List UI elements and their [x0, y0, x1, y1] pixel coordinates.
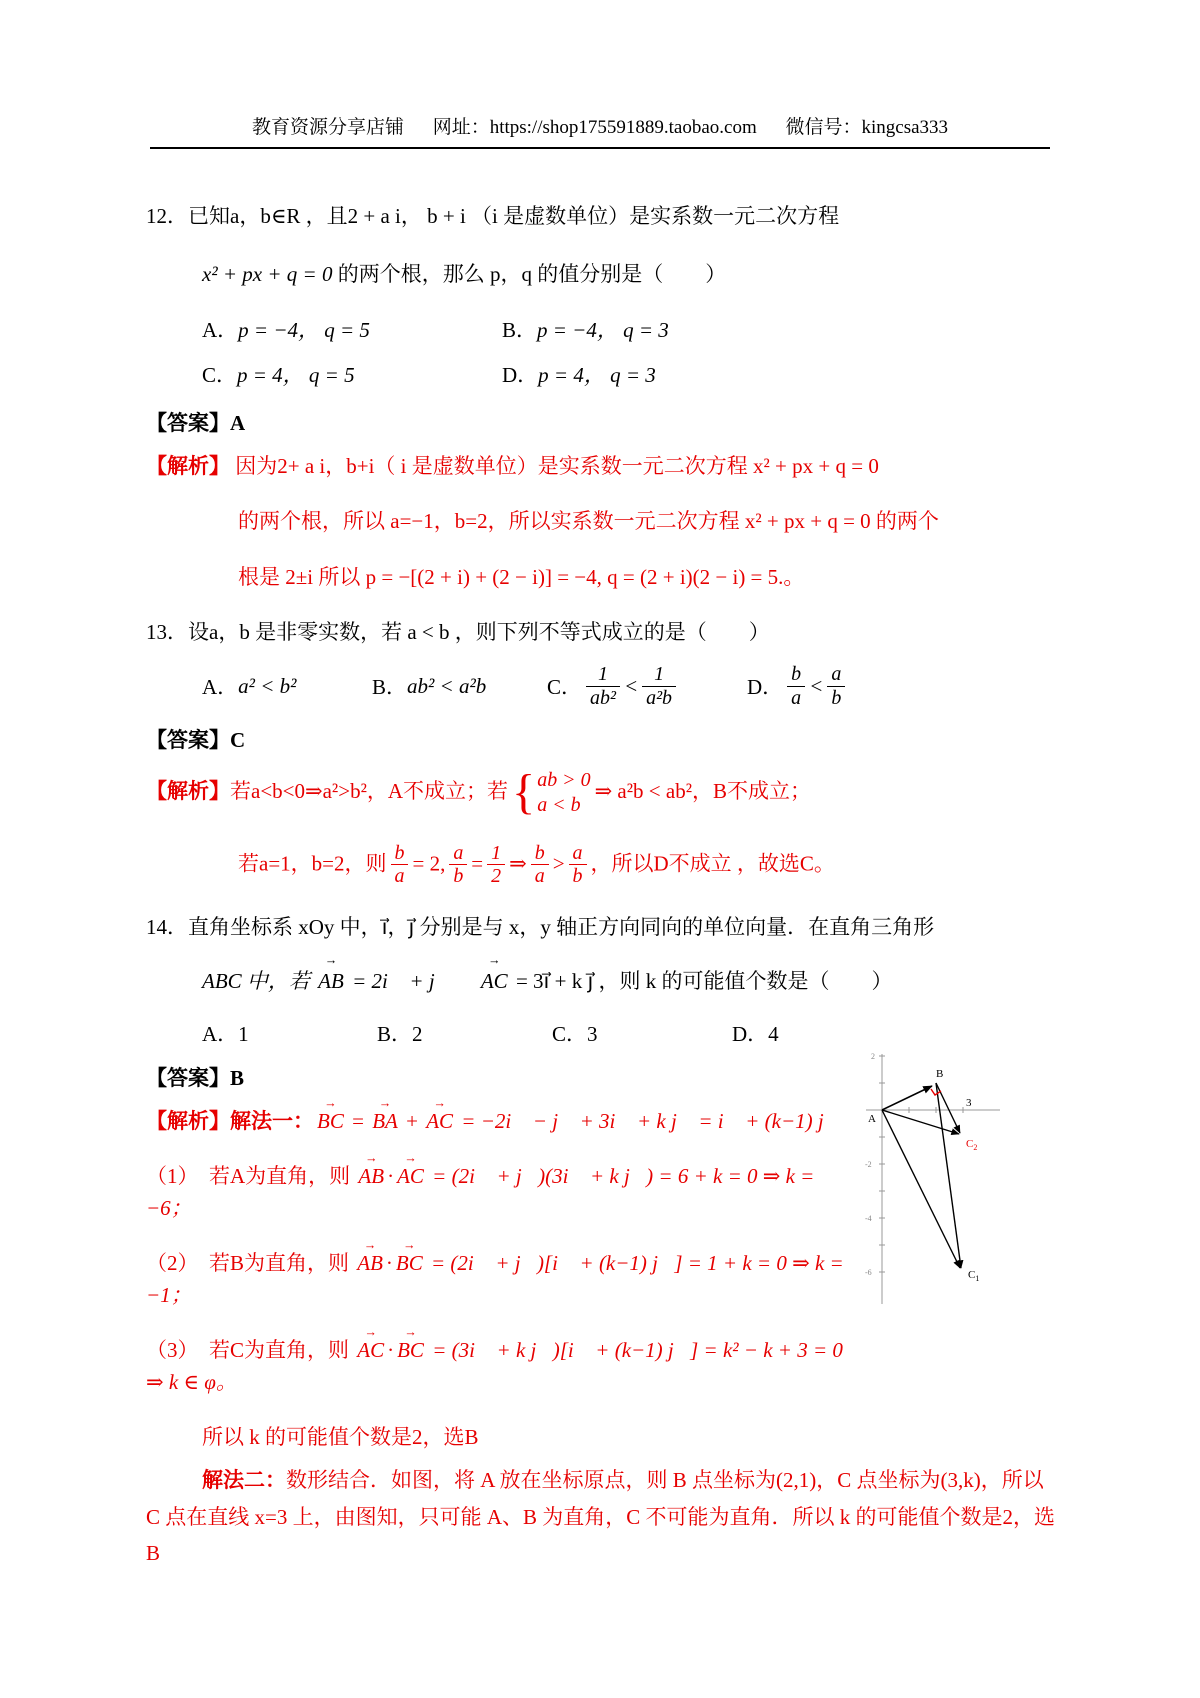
fraction-denominator: b [453, 865, 464, 888]
solution-label: 【解析】 [146, 1108, 230, 1133]
vector-a-to-c2 [882, 1110, 959, 1134]
header-wechat: 微信号：kingcsa333 [785, 117, 949, 138]
vector-a-to-c1 [882, 1110, 960, 1268]
fraction [391, 842, 409, 889]
solution-text: = −2i⃗ − j⃗ + 3i⃗ + k j⃗ = i⃗ + (k−1) j⃗ [456, 1108, 841, 1133]
q12-solution-line1 [146, 451, 1060, 483]
dot-operator: · [387, 1338, 395, 1363]
fraction-numerator: b [531, 842, 549, 866]
dot-operator: · [385, 1251, 393, 1276]
q12-option-d [502, 361, 802, 390]
dot-operator: · [387, 1164, 395, 1189]
c1-subscript: 1 [975, 1274, 980, 1283]
q13-option-a [202, 671, 372, 701]
header-site-url: 网址：https://shop175591889.taobao.com [432, 117, 757, 138]
solution-text: 个数是2，选B [146, 1504, 1056, 1566]
q12-option-b [502, 316, 802, 345]
fraction-numerator: b [391, 842, 409, 866]
option-label: C． [547, 675, 583, 700]
vector-bc: → BC [317, 1106, 344, 1138]
vector-ac: → AC [481, 960, 508, 1002]
option-text: p = 4， q = 3 [538, 363, 656, 388]
solution-label: 【解析】 [146, 453, 230, 478]
answer-value: A [230, 410, 246, 435]
answer-label: 【答案】 [146, 727, 230, 752]
option-text: ab² < a²b [407, 673, 487, 698]
option-text: a² < b² [238, 673, 297, 698]
solution-text: = (2i⃗ + j⃗)(3i⃗ + k j⃗) = 6 + k = 0 ⇒ k = −6； [146, 1164, 815, 1220]
option-label: A． [202, 318, 239, 342]
q12-option-c [202, 361, 502, 390]
header [0, 0, 1200, 139]
option-label: D． [747, 675, 784, 700]
q12-stem-line1: 12．已知a，b∈R ，且2 + a i， b + i （i 是虚数单位）是实系数一元二次方程 [146, 204, 840, 228]
fraction-denominator: ab² [590, 686, 616, 709]
y-tick-label-m4: -4 [865, 1214, 872, 1223]
figure-label-3: 3 [966, 1097, 972, 1109]
q14-option-a: A．1 [202, 1021, 249, 1046]
fraction-denominator: a [534, 865, 545, 888]
solution-text: = [346, 1108, 370, 1133]
solution-text: （3） 若C为直角，则 [146, 1338, 355, 1363]
fraction [827, 663, 845, 710]
solution-text: ⇒ [509, 850, 527, 875]
q12-solution-line2: 的两个根，所以 a=−1，b=2，所以实系数一元二次方程 x² + px + q = 0 的两个 [238, 509, 939, 534]
answer-value: B [230, 1065, 245, 1090]
solution-text: （1） 若A为直角，则 [146, 1164, 356, 1189]
c2-subscript: 2 [973, 1143, 978, 1152]
answer-value: C [230, 727, 246, 752]
coordinate-figure [860, 1050, 1010, 1316]
option-label: A． [202, 675, 239, 700]
stem-text: = 2i⃗ + j⃗ ， [346, 968, 478, 993]
fraction-denominator: b [572, 865, 583, 888]
relation-sign: < [809, 673, 824, 698]
solution-label: 【解析】 [146, 778, 230, 803]
q12-answer [146, 407, 1060, 437]
fraction-numerator: b [787, 663, 805, 687]
c2-base: C [966, 1138, 974, 1150]
solution-text: 若a=1，b=2，则 [238, 850, 387, 875]
vector-ac: → AC [357, 1335, 384, 1367]
vector-ac: → AC [397, 1161, 424, 1193]
fraction-numerator: 1 [487, 842, 505, 866]
vector-ab: → AB [318, 960, 344, 1002]
brace: { [512, 765, 536, 819]
option-text: p = 4， q = 5 [237, 363, 355, 388]
vector-ab: → AB [358, 1161, 384, 1193]
y-tick-label-2: 2 [871, 1052, 875, 1061]
question-13 [146, 617, 1060, 888]
vector-ac: → AC [426, 1106, 453, 1138]
fraction-denominator: a²b [646, 686, 673, 709]
method2-label: 解法二： [202, 1467, 286, 1492]
q14-case1 [146, 1161, 858, 1224]
q14-option-b: B．2 [377, 1021, 423, 1046]
option-text: p = −4， q = 5 [238, 318, 370, 342]
header-shop-name: 教育资源分享店铺 [251, 117, 404, 138]
solution-text: = (3i⃗ + k j⃗)[i⃗ + (k−1) j⃗] = k² − k + 3 = 0 ⇒ k ∈ φ。 [146, 1338, 843, 1394]
fraction-denominator: b [831, 686, 842, 709]
q12-options [146, 316, 1060, 391]
solution-text: （2） 若B为直角，则 [146, 1251, 355, 1276]
fraction-numerator: a [449, 842, 467, 866]
vector-b-to-c1 [936, 1083, 961, 1268]
q12-solution-line3: 根是 2±i 所以 p = −[(2 + i) + (2 − i)] = −4, q = (2 + i)(2 − i) = 5.。 [238, 564, 805, 589]
vector-bc: → BC [396, 1248, 423, 1280]
fraction [531, 842, 549, 889]
q13-solution-line2 [146, 842, 1060, 889]
answer-label: 【答案】 [146, 1065, 230, 1090]
figure-label-b: B [936, 1068, 944, 1080]
fraction [487, 842, 505, 889]
q14-option-d: D．4 [732, 1021, 779, 1046]
q14-case2 [146, 1248, 858, 1311]
fraction-denominator: a [394, 865, 405, 888]
q12-option-a [202, 316, 502, 345]
vector-ba: → BA [372, 1106, 398, 1138]
q13-stem: 13．设a，b 是非零实数，若 a < b ，则下列不等式成立的是（ ） [146, 620, 770, 645]
case-system [512, 765, 591, 819]
option-label: C． [202, 363, 238, 388]
q12-solution [146, 451, 1060, 594]
vector-ab: → AB [357, 1248, 383, 1280]
vector-a-to-b [882, 1086, 932, 1110]
q14-method1-line [146, 1106, 858, 1138]
q14-stem-line1: 14．直角坐标系 xOy 中，i⃗，j⃗ 分别是与 x，y 轴正方向同向的单位向量．在直角三角形 [146, 915, 935, 940]
figure-label-c2 [966, 1138, 977, 1152]
solution-text: ，所以D不成立 ，故选C。 [590, 850, 835, 875]
fraction-numerator: a [827, 663, 845, 687]
solution-text: 因为2+ a i，b+i（ i 是虚数单位）是实系数一元二次方程 x² + px + q = 0 [230, 453, 879, 478]
stem-text: = 3i⃗ + k j⃗ ，则 k 的可能值个数是（ ） [510, 968, 893, 993]
q14-option-c: C．3 [552, 1021, 598, 1046]
fraction [642, 663, 676, 710]
q14-conclusion: 所以 k 的可能值个数是2，选B [202, 1425, 479, 1450]
stem-text: ABC 中，若 [202, 968, 316, 993]
fraction-denominator: 2 [491, 865, 502, 888]
q13-solution [146, 765, 1060, 889]
q14-case3 [146, 1335, 858, 1398]
method1-label: 解法一： [230, 1108, 314, 1133]
solution-text: = [471, 850, 484, 875]
fraction [449, 842, 467, 889]
solution-text: = 2, [412, 850, 446, 875]
case-row: a < b [537, 793, 581, 816]
fraction-numerator: 1 [586, 663, 620, 687]
fraction [569, 842, 587, 889]
relation-sign: < [623, 673, 639, 698]
solution-text: ⇒ a²b < ab²，B不成立； [594, 778, 811, 803]
solution-text: > [552, 850, 565, 875]
solution-text: 若a<b<0⇒a²>b²，A不成立；若 [230, 778, 509, 803]
figure-label-a: A [868, 1113, 876, 1125]
figure-label-c1 [968, 1269, 979, 1283]
fraction [586, 663, 620, 710]
fraction [787, 663, 805, 710]
fraction-numerator: a [569, 842, 587, 866]
q13-option-c [547, 663, 747, 710]
solution-text: 所以 C 点在直线 x=3 上，由图知，只可能 A、B 为直角，C 不可能为直角．所以 k 的可能值 [146, 1467, 1044, 1529]
y-tick-label-m2: -2 [865, 1160, 872, 1169]
q12-stem-line2-text: 的两个根，那么 p，q 的值分别是（ ） [332, 261, 727, 286]
solution-text: + [400, 1108, 424, 1133]
q13-option-b [372, 671, 547, 701]
option-label: B． [372, 675, 408, 700]
fraction-numerator: 1 [642, 663, 676, 687]
document-body [0, 149, 1200, 1572]
q14-method2 [146, 1462, 1060, 1572]
solution-text: = (2i⃗ + j⃗)[i⃗ + (k−1) j⃗] = 1 + k = 0 ⇒ k = −1； [146, 1251, 844, 1307]
fraction-denominator: a [791, 686, 802, 709]
q14-stem-line2 [146, 960, 1060, 1002]
q12-equation: x² + px + q = 0 [202, 261, 333, 286]
option-label: B． [502, 318, 538, 342]
q14-options [146, 1018, 1060, 1048]
solution-text: 数形结合．如图，将 A 放在坐标原点，则 B 点坐标为(2,1)，C 点坐标为(3,k)， [286, 1467, 1002, 1492]
q13-solution-line1 [146, 765, 1060, 819]
vector-bc: → BC [397, 1335, 424, 1367]
option-text: p = −4， q = 3 [537, 318, 669, 342]
q13-option-d [747, 663, 849, 710]
q13-answer [146, 724, 1060, 754]
q13-options [146, 663, 1060, 710]
option-label: D． [502, 363, 539, 388]
c1-base: C [968, 1269, 976, 1281]
q12-stem-line2 [146, 259, 1060, 291]
q14-solution [146, 1106, 858, 1454]
y-tick-label-m6: -6 [865, 1268, 872, 1277]
case-row: ab > 0 [537, 768, 591, 791]
answer-label: 【答案】 [146, 410, 230, 435]
question-12 [146, 201, 1060, 593]
